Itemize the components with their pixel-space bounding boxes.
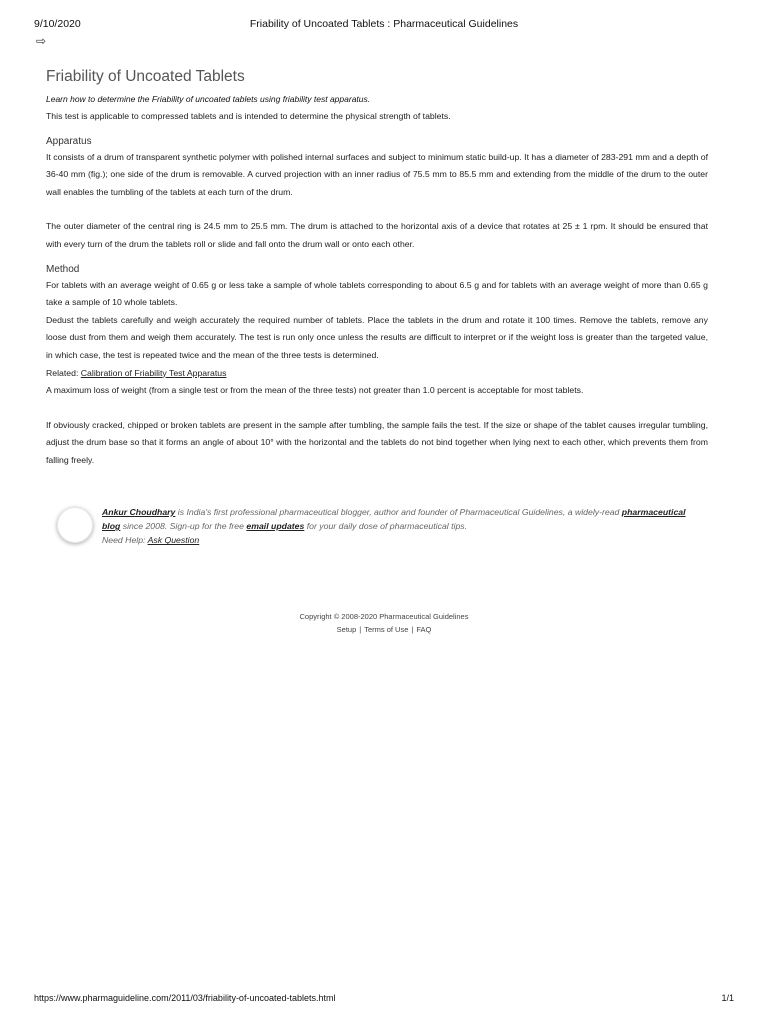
ask-question-link[interactable]: Ask Question [147, 535, 200, 546]
method-paragraph-4: If obviously cracked, chipped or broken tablets are present in the sample after tumbling, the sample fails the test. If the size or shape of the tablet causes irregular tumbling, adjust the drum base so that it forms an angle of about 10° with the horizontal and the tablets do not bind together when lying next to each other, which prevents them from falling freely. [46, 419, 708, 465]
apparatus-heading: Apparatus [46, 135, 92, 147]
author-bio-text-3: for your daily dose of pharmaceutical tips. [304, 521, 468, 532]
arrow-right-icon[interactable]: ⇨ [36, 34, 47, 48]
site-footer [0, 611, 768, 636]
need-help-label: Need Help: [102, 535, 148, 546]
page-title: Friability of Uncoated Tablets [46, 68, 245, 85]
article [46, 68, 708, 470]
footer-link-faq[interactable]: FAQ [416, 624, 432, 634]
author-bio-text-1: is India's first professional pharmaceutical blogger, author and founder of Pharmaceutical Guidelines, a widely-read [175, 507, 622, 517]
email-updates-link[interactable]: email updates [246, 521, 305, 532]
article-intro: This test is applicable to compressed tablets and is intended to determine the physical strength of tablets. [46, 111, 451, 121]
footer-link-setup[interactable]: Setup [336, 624, 357, 634]
method-paragraph-3: A maximum loss of weight (from a single test or from the mean of the three tests) not greater than 1.0 percent is acceptable for most tablets. [46, 385, 584, 396]
avatar [57, 507, 93, 543]
print-footer-url: https://www.pharmaguideline.com/2011/03/friability-of-uncoated-tablets.html [34, 993, 336, 1003]
article-lead: Learn how to determine the Friability of uncoated tablets using friability test apparatus. [46, 94, 371, 104]
apparatus-paragraph-2: The outer diameter of the central ring is 24.5 mm to 25.5 mm. The drum is attached to the horizontal axis of a device that rotates at 25 ± 1 rpm. It should be ensured that with every turn of the drum the tablets roll or slide and fall onto the drum wall or onto each other. [46, 221, 708, 249]
related-line [46, 365, 708, 383]
print-header-title: Friability of Uncoated Tablets : Pharmaceutical Guidelines [249, 18, 519, 30]
method-paragraph-1: For tablets with an average weight of 0.65 g or less take a sample of whole tablets corresponding to about 6.5 g and for tablets with an average weight of more than 0.65 g take a sample of 10 whole tablets. [46, 279, 708, 308]
footer-separator: | [359, 624, 362, 634]
author-name-link[interactable]: Ankur Choudhary [102, 507, 176, 517]
apparatus-paragraph-1: It consists of a drum of transparent synthetic polymer with polished internal surfaces and subject to minimum static build-up. It has a diameter of 283-291 mm and a depth of 36-40 mm (fig.); one side of the drum is removable. A curved projection with an inner radius of 75.5 mm to 85.5 mm and extending from the middle of the drum to the outer wall enables the tumbling of the tablets at each turn of the drum. [46, 151, 708, 197]
print-date: 9/10/2020 [34, 18, 81, 30]
method-paragraph-2: Dedust the tablets carefully and weigh accurately the required number of tablets. Place the tablets in the drum and rotate it 100 times. Remove the tablets, remove any loose dust from them and weigh them accurately. The test is run only once unless the results are difficult to interpret or if the weight loss is greater than the targeted value, in which case, the test is repeated twice and the mean of the three tests is determined. [46, 314, 708, 360]
footer-links [0, 624, 768, 637]
author-bio-text-2: since 2008. Sign-up for the free [120, 521, 247, 532]
print-page-number: 1/1 [721, 993, 734, 1003]
method-heading: Method [46, 263, 80, 275]
related-label: Related: [46, 367, 81, 378]
blog-link[interactable]: pharmaceutical blog [102, 507, 686, 532]
copyright-text: Copyright © 2008-2020 Pharmaceutical Guidelines [299, 612, 469, 621]
footer-separator: | [411, 624, 414, 634]
author-bio [102, 505, 702, 548]
related-link[interactable]: Calibration of Friability Test Apparatus [80, 367, 227, 378]
footer-link-terms[interactable]: Terms of Use [364, 624, 409, 634]
